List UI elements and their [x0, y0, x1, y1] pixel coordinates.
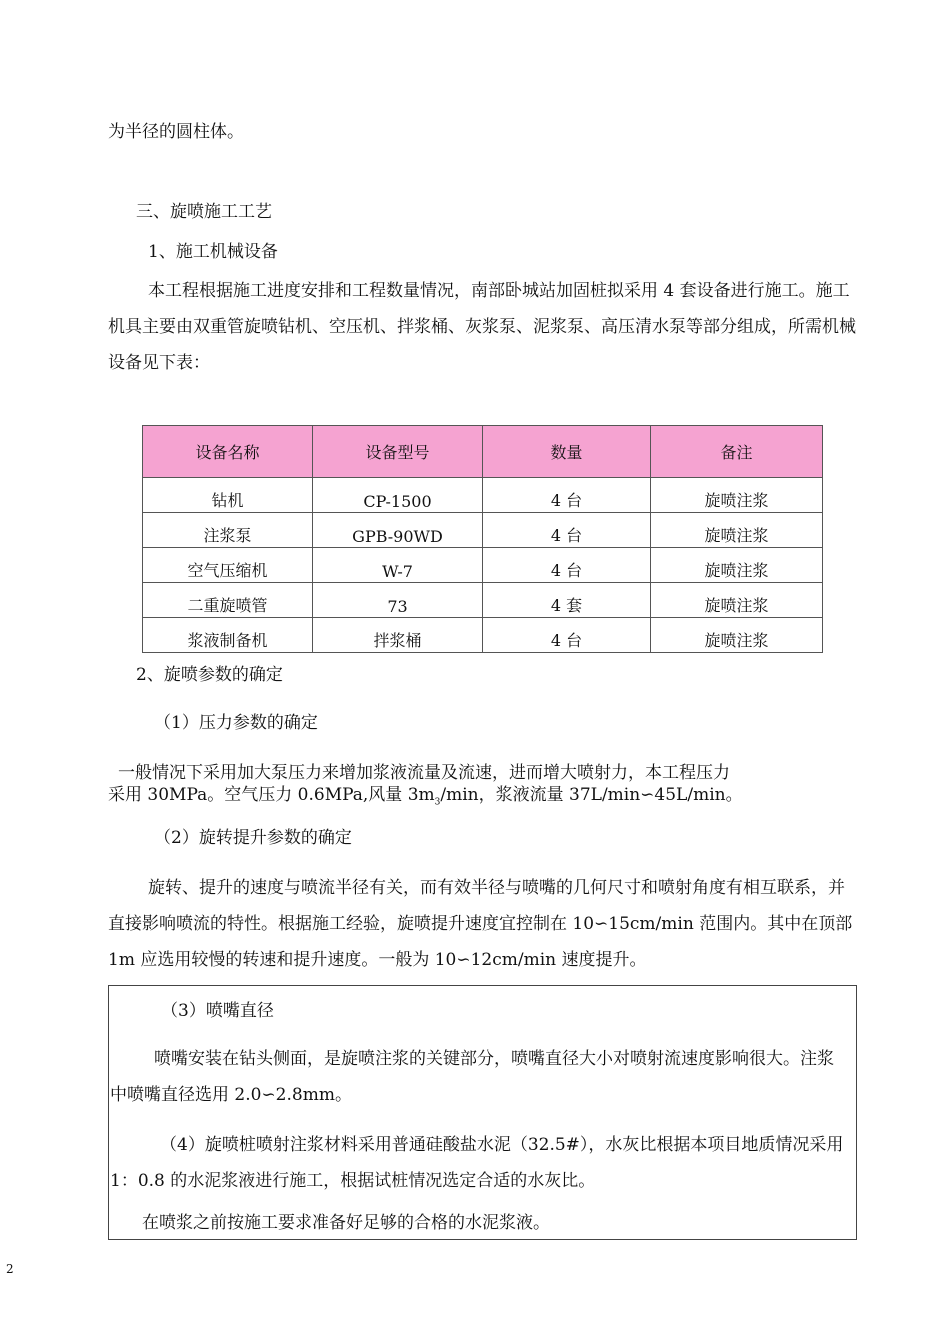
cell-name: 二重旋喷管 [143, 583, 313, 618]
prep-line: 在喷浆之前按施工要求准备好足够的合格的水泥浆液。 [142, 1213, 550, 1233]
pressure-line-2-main: 采用 30MPa。空气压力 0.6MPa,风量 3m [108, 785, 435, 805]
cell-name: 注浆泵 [143, 513, 313, 548]
rotation-paragraph: 旋转、提升的速度与喷流半径有关，而有效半径与喷嘴的几何尺寸和喷射角度有相互联系，并直接影响喷流的特性。根据施工经验，旋喷提升速度宜控制在 10∽15cm/min 范围内。其中在顶部 1m 应选用较慢的转速和提升速度。一般为 10∽12cm/min 速度提升。 [108, 878, 853, 970]
pressure-line-1: 一般情况下采用加大泵压力来增加浆液流量及流速，进而增大喷射力，本工程压力 [118, 763, 730, 783]
cell-model: CP-1500 [313, 478, 483, 513]
cell-remark: 旋喷注浆 [651, 618, 823, 653]
cell-qty: 4 台 [483, 548, 651, 583]
bordered-box [108, 985, 857, 1240]
cell-name: 空气压缩机 [143, 548, 313, 583]
section-heading-2: 2、旋喷参数的确定 [136, 665, 283, 685]
section-heading-3: 三、旋喷施工工艺 [136, 202, 272, 222]
nozzle-heading: （3）喷嘴直径 [161, 1001, 274, 1021]
intro-tail: 为半径的圆柱体。 [108, 122, 244, 142]
table-row [143, 478, 823, 513]
pressure-heading: （1）压力参数的确定 [154, 713, 318, 733]
header-equipment-name: 设备名称 [143, 426, 313, 478]
cell-remark: 旋喷注浆 [651, 583, 823, 618]
material-paragraph: （4）旋喷桩喷射注浆材料采用普通硅酸盐水泥（32.5#），水灰比根据本项目地质情况采用 1：0.8 的水泥浆液进行施工，根据试桩情况选定合适的水灰比。 [110, 1135, 844, 1191]
table-row [143, 513, 823, 548]
cell-remark: 旋喷注浆 [651, 548, 823, 583]
equipment-table [142, 425, 823, 653]
rotation-heading: （2）旋转提升参数的确定 [154, 828, 352, 848]
cell-qty: 4 台 [483, 618, 651, 653]
page-number: 2 [6, 1262, 14, 1276]
cell-qty: 4 台 [483, 513, 651, 548]
cell-model: W-7 [313, 548, 483, 583]
subheading-equipment: 1、施工机械设备 [148, 242, 278, 262]
cell-qty: 4 套 [483, 583, 651, 618]
header-quantity: 数量 [483, 426, 651, 478]
cell-model: 73 [313, 583, 483, 618]
header-equipment-model: 设备型号 [313, 426, 483, 478]
table-row [143, 548, 823, 583]
cell-name: 浆液制备机 [143, 618, 313, 653]
cell-remark: 旋喷注浆 [651, 478, 823, 513]
cell-qty: 4 台 [483, 478, 651, 513]
pressure-line-2 [108, 784, 743, 813]
table-row [143, 583, 823, 618]
cell-remark: 旋喷注浆 [651, 513, 823, 548]
pressure-line-2-tail: /min，浆液流量 37L/min∽45L/min。 [440, 785, 743, 805]
table-row [143, 618, 823, 653]
equipment-paragraph: 本工程根据施工进度安排和工程数量情况，南部卧城站加固桩拟采用 4 套设备进行施工。施工机具主要由双重管旋喷钻机、空压机、拌浆桶、灰浆泵、泥浆泵、高压清水泵等部分组成，所需机械设备见下表： [108, 281, 856, 373]
cell-model: GPB-90WD [313, 513, 483, 548]
unit-superscript: 3 [434, 797, 441, 808]
cell-name: 钻机 [143, 478, 313, 513]
cell-model: 拌浆桶 [313, 618, 483, 653]
nozzle-paragraph: 喷嘴安装在钻头侧面，是旋喷注浆的关键部分，喷嘴直径大小对喷射流速度影响很大。注浆中喷嘴直径选用 2.0∽2.8mm。 [110, 1049, 834, 1105]
table-header-row [143, 426, 823, 478]
header-remarks: 备注 [651, 426, 823, 478]
